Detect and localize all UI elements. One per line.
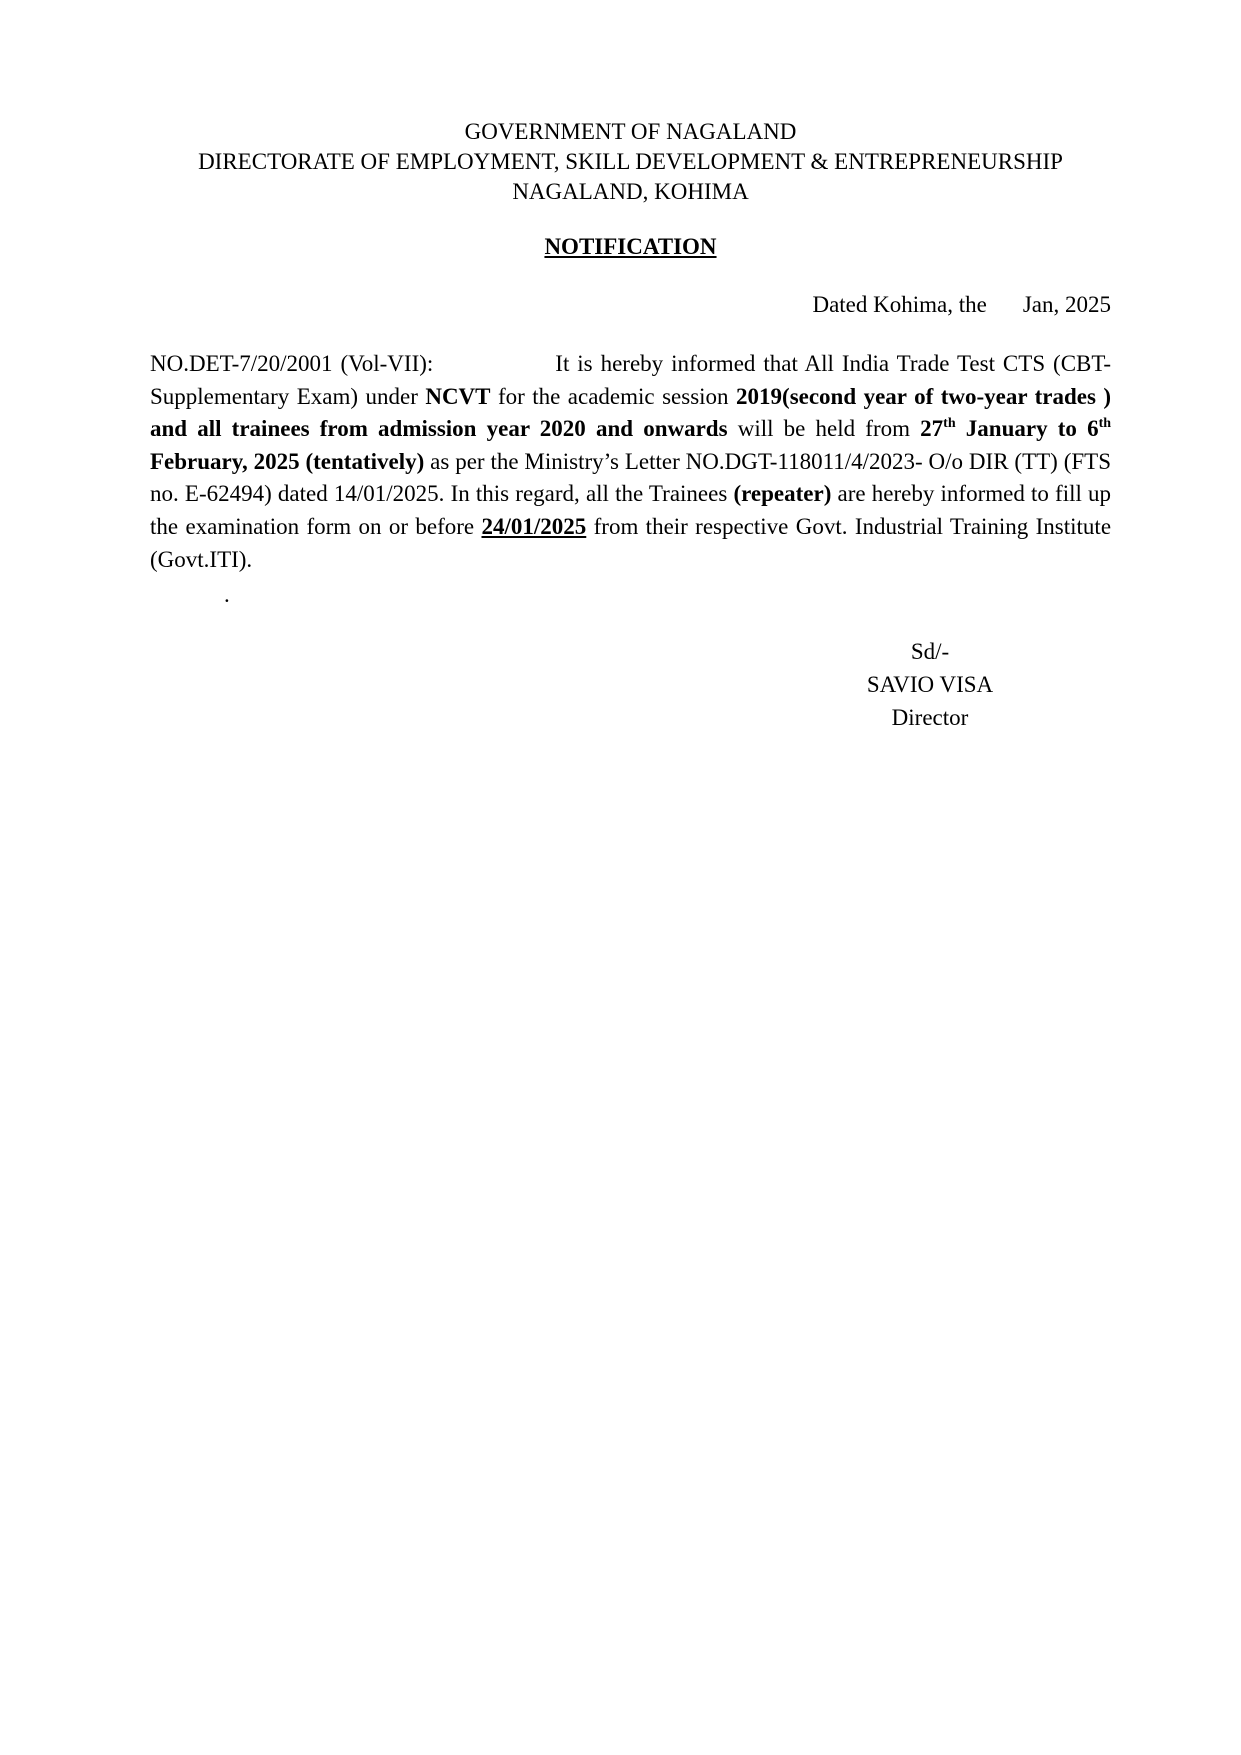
signatory-designation: Director [891,705,969,730]
signature-sd: Sd/- [910,639,950,664]
body-bold-ncvt: NCVT [425,383,491,409]
stray-mark: . [224,582,230,607]
letterhead-location: NAGALAND, KOHIMA [512,179,749,204]
body-bold-repeater: (repeater) [733,481,832,507]
body-bold-session: 2019(second year of two-year trades ) and all trainees from admission year 2020 and onwards [150,383,1112,442]
body-text-4: as per the Ministry’s Letter NO.DGT-118011/4/2023- O/o DIR (TT) (FTS no. E-62494) dated 14/01/2025. In this regard, all the Trainees [150,448,1111,507]
date-line [812,290,1111,320]
signatory-name: SAVIO VISA [866,672,994,697]
body-text-3: will be held from [737,416,910,442]
body-text-6: from their respective Govt. Industrial Training Institute (Govt.ITI). [150,513,1112,572]
date-value: Jan, 2025 [1022,292,1111,317]
signature-block [850,635,1010,734]
letterhead-government: GOVERNMENT OF NAGALAND [464,119,797,144]
notification-title: NOTIFICATION [544,234,717,259]
end-month-note: February, 2025 (tentatively) [150,448,425,474]
end-day: January to 6 [965,416,1099,442]
start-day-suffix: th [943,415,956,431]
end-day-suffix: th [1098,415,1112,431]
notification-body [150,348,1111,576]
body-deadline-date: 24/01/2025 [481,513,587,539]
body-text-2: for the academic session [497,383,729,409]
date-prefix: Dated Kohima, the [812,292,987,317]
reference-number: NO.DET-7/20/2001 (Vol-VII): [150,351,434,376]
body-text-1: It is hereby informed that All India Trade Test CTS (CBT- Supplementary Exam) under [150,351,1111,409]
start-day: 27 [920,416,944,442]
letterhead-directorate: DIRECTORATE OF EMPLOYMENT, SKILL DEVELOPMENT & ENTREPRENEURSHIP [198,149,1063,174]
body-text-5: are hereby informed to fill up the examination form on or before [150,481,1112,539]
letterhead [150,117,1111,207]
